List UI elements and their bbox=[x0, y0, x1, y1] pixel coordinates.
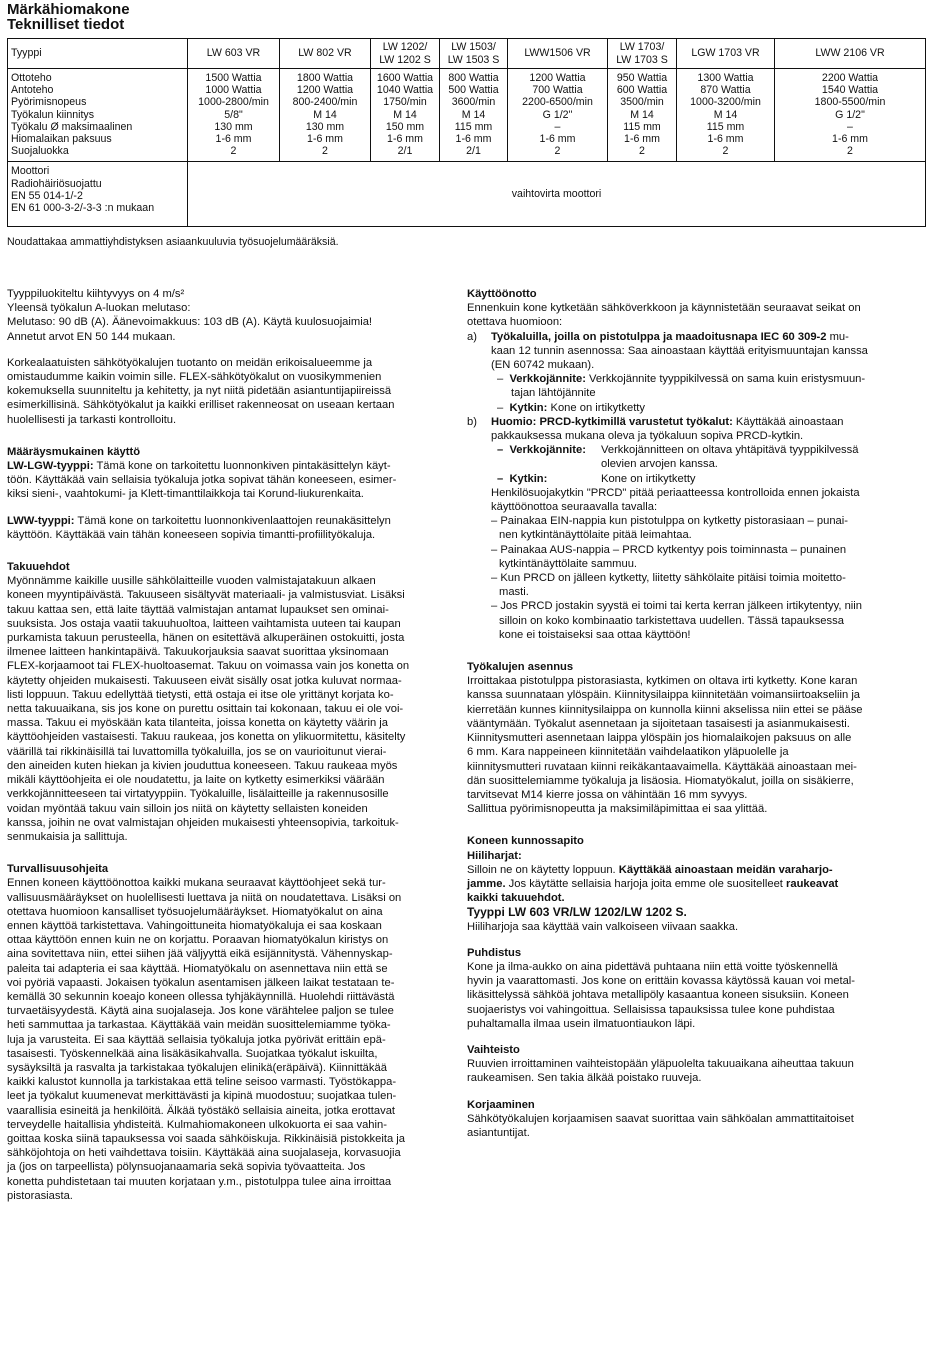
dash-text bbox=[601, 443, 858, 471]
spec-value: 1000 Wattia bbox=[205, 84, 262, 97]
warranty-paragraph bbox=[7, 574, 443, 844]
spec-value: 130 mm bbox=[305, 120, 345, 133]
text-line bbox=[7, 514, 443, 528]
safety-note: Noudattakaa ammattiyhdistyksen asiaankuuluvia työsuojelumääräksiä. bbox=[7, 236, 339, 248]
text-line: Myönnämme kaikille uusille sähkölaitteille vuoden valmistajatakuun alkaen bbox=[7, 575, 376, 588]
text-line: netta takuuaikana, sis jos kone on purettu osittain tai kokonaan, takuu ei ole voi- bbox=[7, 703, 404, 716]
dash-label-text: Kytkin: bbox=[509, 472, 548, 485]
safety-heading: Turvallisuusohjeita bbox=[7, 863, 109, 876]
text-line: suuksista. Jos ostaja vaatii takuuhuoltoa, laitteen vaihtamista uuteen tai kaupan bbox=[7, 617, 401, 630]
spec-value: 115 mm bbox=[623, 120, 661, 133]
spec-value: 1600 Wattia bbox=[376, 72, 434, 84]
text-line: kaan 12 tunnin asennossa: Saa ainoastaan käyttää erityismuuntajan kanssa bbox=[491, 344, 868, 357]
text-line: likäsittelyssä sähköä johtava metallipöly kasaantua koneen sisuksiin. Koneen bbox=[467, 989, 849, 1002]
text-line: Kiinnitysmutteri asennetaan laippa ylöspäin jos hiomalaikojen paksuus on alle bbox=[467, 732, 852, 745]
noise-line: Melutaso: 90 dB (A). Äänevoimakkuus: 103 dB (A). Käytä kuulosuojaimia! bbox=[7, 316, 373, 329]
text-line: heti sammuttaa ja tarkastaa. Käyttäkää vain meidän suosittelemiamme työka- bbox=[7, 1019, 391, 1032]
model-header bbox=[371, 39, 440, 69]
text-line: Hiiliharjoja saa käyttää vain valkoiseen viivaan saakka. bbox=[467, 920, 739, 933]
spec-value: 2 bbox=[230, 145, 237, 158]
model-name: LW 1503/ LW 1503 S bbox=[447, 41, 500, 66]
item-b-bold: Huomio: PRCD-kytkimillä varustetut työkalut: bbox=[491, 415, 733, 428]
bold-span: Käyttäkää ainoastaan meidän varaharjo- bbox=[618, 863, 833, 876]
step-line: nen kytkintänäyttölaite pitää leimahtaa. bbox=[499, 529, 692, 542]
lww-label: LWW-tyyppi: bbox=[7, 514, 75, 527]
item-a bbox=[467, 330, 915, 344]
spec-table bbox=[7, 38, 926, 227]
text-line: Henkilösuojakytkin "PRCD" pitää periaatteessa kontrolloida ennen jokaista bbox=[491, 486, 860, 499]
spec-value: 2 bbox=[554, 145, 561, 158]
spec-value: 950 Wattia bbox=[616, 72, 668, 84]
noise-line: Yleensä työkalun A-luokan melutaso: bbox=[7, 302, 191, 315]
text-line: kiinnitysmutteri ruvataan kiinni reikäkantaavaimella. Käyttäkää ainoastaan mei- bbox=[467, 760, 857, 773]
spec-label: Työkalun kiinnitys bbox=[11, 108, 95, 121]
spec-value: 115 mm bbox=[706, 120, 745, 133]
text-line: Sallittua pyörimisnopeutta ja maksimiläpimittaa ei saa ylittää. bbox=[467, 803, 768, 816]
mounting-heading: Työkalujen asennus bbox=[467, 661, 574, 674]
lww-text: Tämä kone on tarkoitettu luonnonkivenlaattojen reunakäsittelyn bbox=[74, 514, 391, 527]
text-line: listi loppuun. Takuu edellyttää tietysti, että ostaja ei itse ole yrittänyt korjata ko- bbox=[7, 688, 394, 701]
spec-value: 1000-3200/min bbox=[690, 96, 761, 109]
right-column bbox=[467, 287, 915, 1140]
document-title bbox=[7, 2, 130, 32]
step-line: masti. bbox=[499, 586, 529, 599]
text-line: ja (jos on tarpeellista) pölynsuojanaamaria sekä sopivia työvaatteita. Jos bbox=[7, 1161, 366, 1174]
text-line: suojaeristys voi vahingoittua. Sellaisissa tapauksissa tulee kone puhdistaa bbox=[467, 1003, 835, 1016]
text-line: käyttöohjeiden vastaisesti. Takuu raukeaa, jos konetta on ylikuormitettu, käsitelty bbox=[7, 731, 406, 744]
spec-value: – bbox=[847, 120, 853, 133]
spec-value: 1200 Wattia bbox=[296, 84, 354, 97]
spec-value: 2200 Wattia bbox=[821, 72, 879, 84]
type-header: Tyyppi bbox=[8, 39, 188, 69]
spec-value: G 1/2" bbox=[835, 108, 865, 121]
text-line: pakkauksessa mukana oleva ja työkaluun sopiva PRCD-kytkin. bbox=[491, 430, 804, 443]
text-line: sysäyksiltä ja rasvalta ja tarkistakaa työkalujen elinikä(eräpäivä). Kiinnittäkää bbox=[7, 1061, 387, 1074]
text-line: konetta puhdistetaan tai muuten korjataan y.m., pistotulppa tulee aina irroittaa bbox=[7, 1175, 392, 1188]
model-name: LW 802 VR bbox=[298, 47, 352, 60]
dash-item bbox=[467, 443, 915, 471]
item-letter: b) bbox=[467, 415, 477, 428]
text-line: tarvitsevat M14 kierre jossa on vähintään 16 mm syvyys. bbox=[467, 788, 748, 801]
text-line: Ennenkuin kone kytketään sähköverkkoon ja käynnistetään seuraavat seikat on bbox=[467, 302, 861, 315]
bold-span: raukeavat bbox=[786, 877, 839, 890]
step-line: – Painakaa EIN-nappia kun pistotulppa on kytketty pistorasiaan – punai- bbox=[491, 515, 848, 528]
text-line: tasaisesti. Työskennelkää aina lisäkäsikahvalla. Suojatkaa työkalut iskuilta, bbox=[7, 1047, 378, 1060]
motor-row bbox=[8, 162, 926, 227]
model-header bbox=[440, 39, 508, 69]
model-name: LWW 2106 VR bbox=[815, 47, 885, 60]
text-line bbox=[467, 863, 915, 877]
spec-value: 2/1 bbox=[397, 145, 413, 158]
model-values bbox=[440, 69, 508, 162]
text-line: 6 mm. Kara nappeineen kiinnitetään vaihdelaatikon yläpuolelle ja bbox=[467, 746, 789, 759]
text-line: väärillä tai rikkinäisillä tai luvattomilla työkaluilla, jos se on vaurioitunut vierai- bbox=[7, 745, 387, 758]
text-line: Kone ja ilma-aukko on aina pidettävä puhtaana niin että voitte työskennellä bbox=[467, 960, 838, 973]
spacer bbox=[467, 934, 915, 946]
spacer bbox=[467, 1031, 915, 1043]
text-line: voidan myöntää takuu vain silloin jos niitä on käytetty sellaisten koneiden bbox=[7, 802, 368, 815]
noise-line: Annetut arvot EN 50 144 mukaan. bbox=[7, 330, 176, 343]
text-line: sähköjohtoja on heti vaihdettava toisiin. Käyttäkää aina suojalaseja, korvasuojia bbox=[7, 1147, 401, 1160]
model-name: LGW 1703 VR bbox=[691, 47, 760, 60]
step-line: – Jos PRCD jostakin syystä ei toimi tai kerta kerran jälkeen irtikytentyy, niin bbox=[491, 600, 862, 613]
cleaning-paragraph bbox=[467, 960, 915, 1031]
maintenance-heading: Koneen kunnossapito bbox=[467, 835, 584, 848]
spec-value: 2 bbox=[322, 145, 328, 158]
spacer bbox=[467, 642, 915, 660]
text-line: purkamista takuun perusteella, hänen on esitettävä alkuperäinen ostokuitti, josta bbox=[7, 632, 405, 645]
dash-item: – Kytkin: Kone on irtikytketty bbox=[497, 401, 645, 414]
bold-span: jamme. bbox=[467, 877, 506, 890]
text-line: mikäli käyttöohjeita ei ole noudatettu, ja laite on kytketty esimerkiksi väärään bbox=[7, 774, 385, 787]
text-line: tajan lähtöjännite bbox=[511, 387, 596, 400]
text-line: luja ja varusteita. Ei saa käyttää sellaisia työkaluja jotka pyörivät erittäin epä- bbox=[7, 1033, 386, 1046]
dash-item: – Verkkojännite: Verkkojännite tyyppikilvessä on sama kuin eristysmuun- bbox=[497, 373, 866, 386]
text-line: käytetty ohjeiden mukaisesti. Takuuseen eivät sisälly osat jotka kuluvat normaa- bbox=[7, 674, 402, 687]
spec-value: 115 mm bbox=[454, 120, 493, 133]
step-line: – Kun PRCD on jälleen kytketty, liitetty sähkölaite pitäisi toimia moitetto- bbox=[491, 572, 846, 585]
model-name: LWW1506 VR bbox=[524, 47, 591, 60]
model-header bbox=[775, 39, 926, 69]
text-line: ottaa käyttöön ennen kuin ne on korjattu. Poraavan hiomatyökalun kiristys on bbox=[7, 934, 389, 947]
spec-value: 1-6 mm bbox=[707, 133, 744, 146]
model-header bbox=[608, 39, 677, 69]
commissioning-heading: Käyttöönotto bbox=[467, 288, 537, 300]
dash-label: – Kytkin: bbox=[497, 472, 548, 485]
motor-label: EN 55 014-1/-2 bbox=[11, 189, 83, 202]
dash-item bbox=[467, 472, 915, 486]
spec-value: 3600/min bbox=[451, 96, 496, 109]
dash-label: Kytkin: bbox=[509, 401, 548, 414]
model-values bbox=[280, 69, 371, 162]
spec-value: 1800 Wattia bbox=[296, 72, 354, 84]
text-line: kanssa, joihin ne ovat valmistajan ohjeiden mukaisesti yhteensopivia, tarkoituk- bbox=[7, 816, 399, 829]
text-line: Korkealaatuisten sähkötyökalujen tuotanto on meidän erikoisalueemme ja bbox=[7, 356, 373, 369]
spec-value: 2 bbox=[722, 145, 729, 158]
spec-value: 2/1 bbox=[466, 145, 481, 158]
spec-value: 2 bbox=[847, 145, 853, 158]
spec-label: Pyörimisnopeus bbox=[11, 96, 87, 109]
spacer bbox=[7, 844, 443, 862]
spec-value: 870 Wattia bbox=[700, 84, 751, 97]
spec-value: 1-6 mm bbox=[624, 133, 660, 146]
title-line-1: Märkähiomakone bbox=[7, 1, 130, 18]
text-line: terveydelle haitallisia yhdisteitä. Kulmahiomakoneen ulkokuorta ei saa vahin- bbox=[7, 1118, 387, 1131]
spec-label: Antoteho bbox=[11, 84, 54, 97]
text-span: Silloin ne on käytetty loppuun. bbox=[467, 863, 619, 876]
spec-value: 150 mm bbox=[385, 120, 425, 133]
text-line: ilmenee laitteen hankintapäivä. Takuukorjauksia saavat suorittaa yksinomaan bbox=[7, 646, 389, 659]
text-line: hyvin ja vaarattomasti. Jos kone on erittäin kovassa käytössä kauan voi metal- bbox=[467, 975, 856, 988]
dash-label-text: Verkkojännite: bbox=[509, 444, 586, 457]
text-line: massa. Takuu ei myöskään kata tilanteita, joissa konetta on käytetty väärin ja bbox=[7, 717, 388, 730]
model-header bbox=[188, 39, 280, 69]
text-line: aina sovitettava niin, ettei siihen jää väljyyttä eikä esijännitystä. Vähennyskap- bbox=[7, 948, 393, 961]
spec-value: 800-2400/min bbox=[292, 96, 358, 109]
spec-value: 1040 Wattia bbox=[376, 84, 434, 97]
motor-labels bbox=[8, 162, 188, 227]
step-line: kone ei toistaiseksi saa ottaa käyttöön! bbox=[499, 628, 691, 641]
spec-value: 1000-2800/min bbox=[198, 96, 269, 109]
spec-value: 1540 Wattia bbox=[821, 84, 879, 97]
text-line: turvaetäisyydestä. Käytä aina suojalaseja. Jos kone värähtelee paljon se tulee bbox=[7, 1005, 394, 1018]
text-line: FLEX-korjaamoot tai FLEX-huoltoasemat. Takuu on voimassa vain jos konetta on bbox=[7, 660, 410, 673]
text-line: otettava huomioon: bbox=[467, 316, 563, 329]
motor-label: Moottori bbox=[11, 165, 50, 178]
model-header bbox=[508, 39, 608, 69]
item-letter: a) bbox=[467, 330, 477, 343]
model-values bbox=[508, 69, 608, 162]
text-line: dän suosittelemiamme työkaluja ja lisäosia. Hiomatyökalut, joilla on sisäkierre, bbox=[467, 774, 854, 787]
text-line: käyttöön. Käyttäkää vain tähän koneeseen sopivia timantti-profiilityökaluja. bbox=[7, 528, 376, 541]
text-line: goittaa koska siinä tapauksessa voi saada sähköiskuja. Rikkinäisiä pistokkeita ja bbox=[7, 1132, 405, 1145]
model-name: LW 1202/ LW 1202 S bbox=[379, 41, 431, 66]
spec-value: 1-6 mm bbox=[539, 133, 576, 146]
text-line: otettava huomioon kansalliset työsuojelumääräykset. Hiomatyökalut on aina bbox=[7, 905, 383, 918]
title-line-2: Teknilliset tiedot bbox=[7, 16, 125, 33]
text-line: kaikki takuuehdot. bbox=[467, 892, 565, 905]
spec-value: M 14 bbox=[393, 108, 417, 121]
text-line: esimerkillisinä. Sähkötyökalut ja kaikki erilliset rakenneosat on useaan kertaan bbox=[7, 399, 395, 412]
repair-heading: Korjaaminen bbox=[467, 1098, 535, 1111]
model-values bbox=[188, 69, 280, 162]
text-line: omistaudumme kaikin voimin sille. FLEX-sähkötyökalut on vuosikymmenien bbox=[7, 371, 382, 384]
text-line: senmukaisia ja sallittuja. bbox=[7, 830, 128, 843]
usage-heading: Määräysmukainen käyttö bbox=[7, 445, 141, 458]
text-line: käyttöönottoa seuraavalla tavalla: bbox=[491, 501, 658, 514]
item-a-text: mu- bbox=[826, 330, 849, 343]
model-values bbox=[608, 69, 677, 162]
text-line: kemällä 30 sekunnin koeajo koneen ollessa tyhjäkäynnillä. Huolehdi riittävästä bbox=[7, 990, 395, 1003]
text-line: verkkojännitteeseen tai virtatyyppiin. Työkaluille, lisälaitteille ja rakennusosille bbox=[7, 788, 389, 801]
spacer bbox=[467, 816, 915, 834]
model-header bbox=[677, 39, 775, 69]
text-line: Irroittakaa pistotulppa pistorasiasta, kytkimen on oltava irti kytketty. Kone karan bbox=[467, 675, 858, 688]
spec-values-row bbox=[8, 69, 926, 162]
text-line: vaarallisia esineitä ja henkilöitä. Älkää työstäkö sellaisia aineita, jotka erottavat bbox=[7, 1104, 396, 1117]
text-line: paleita tai adapteria ei saa käyttää. Hiomatyökalu on asennettava niin että se bbox=[7, 962, 388, 975]
step-line: silloin on koko kombinaatio tarkistettava uudellen. Tässä tapauksessa bbox=[499, 614, 844, 627]
spacer bbox=[7, 542, 443, 560]
spec-value: 500 Wattia bbox=[448, 84, 499, 97]
spacer bbox=[7, 427, 443, 445]
spacer bbox=[467, 1086, 915, 1098]
text-line: Ruuvien irroittaminen vaihteistopään yläpuolelta takuuaikana aiheuttaa takuun bbox=[467, 1058, 854, 1071]
text-line: kiksi sieni-, vaahtokumi- ja Klett-timanttilaikkoja tai Korund-liukurenkaita. bbox=[7, 488, 364, 501]
spec-value: 2200-6500/min bbox=[522, 96, 593, 109]
warranty-heading: Takuuehdot bbox=[7, 561, 70, 574]
text-line: den aineiden kuten hiekan ja kivien jouduttua koneeseen. Takuu raukeaa myös bbox=[7, 759, 398, 772]
model-header bbox=[280, 39, 371, 69]
spec-value: 5/8" bbox=[224, 108, 243, 121]
item-b bbox=[467, 415, 915, 429]
model-values bbox=[677, 69, 775, 162]
model-values bbox=[775, 69, 926, 162]
text-line: huolellisesti ja tarkasti kontrolloitu. bbox=[7, 413, 177, 426]
dash-text: Verkkojännite tyyppikilvessä on sama kuin eristysmuun- bbox=[585, 373, 866, 386]
spec-value: 130 mm bbox=[214, 120, 253, 133]
step-line: – Painakaa AUS-nappia – PRCD kytkentyy pois toiminnasta – punainen bbox=[491, 543, 847, 556]
text-line: kanssa suunnataan ylöspäin. Kiinnitysilaippa kiinnitetään voimansiirtoakseliin ja bbox=[467, 689, 861, 702]
spec-value: 1300 Wattia bbox=[697, 72, 754, 84]
model-values bbox=[371, 69, 440, 162]
spec-label: Hiomalaikan paksuus bbox=[11, 133, 112, 146]
spec-value: G 1/2" bbox=[542, 108, 573, 121]
spec-value: – bbox=[554, 120, 561, 133]
text-line: kokemuksella suunniteltu ja kehitetty, ja nyt niitä pidetään asiantuntijapiireissä bbox=[7, 385, 392, 398]
dash-text: Kone on irtikytketty bbox=[601, 472, 696, 485]
spec-value: 1-6 mm bbox=[832, 133, 868, 146]
spec-value: 700 Wattia bbox=[532, 84, 583, 97]
text-line: takuu kattaa sen, että laite täyttää valmistajan antamat lupaukset sen ominai- bbox=[7, 603, 389, 616]
spec-value: 1800-5500/min bbox=[814, 96, 886, 109]
dash-label: – Verkkojännite: bbox=[497, 444, 586, 457]
text-line: olevien arvojen kanssa. bbox=[601, 458, 718, 471]
spec-value: M 14 bbox=[461, 108, 486, 121]
motor-value: vaihtovirta moottori bbox=[188, 162, 926, 227]
model-name: LW 603 VR bbox=[206, 47, 261, 60]
brush-type-heading: Tyyppi LW 603 VR/LW 1202/LW 1202 S. bbox=[467, 905, 687, 920]
spec-value: 600 Wattia bbox=[616, 84, 668, 97]
spec-value: 1-6 mm bbox=[455, 133, 492, 146]
spec-label: Ottoteho bbox=[11, 72, 52, 84]
text-line: raukeamisen. Sen takia älkää poistako ruuveja. bbox=[467, 1072, 702, 1085]
text-line: vääntymään. Työkalut asennetaan ja sijoitetaan tasaisesti ja asianmukaisesti. bbox=[467, 717, 850, 730]
lw-text: Tämä kone on tarkoitettu luonnonkiven pintakäsittelyn käyt- bbox=[93, 460, 391, 473]
spec-value: 1-6 mm bbox=[307, 133, 343, 146]
text-line: kaikki kalustot kunnolla ja tarkistakaa että teline seisoo varmasti. Työstökappa- bbox=[7, 1076, 397, 1089]
dash-text: Kone on irtikytketty bbox=[547, 401, 645, 414]
brushes-heading: Hiiliharjat: bbox=[467, 849, 522, 862]
spacer bbox=[7, 502, 443, 514]
spacer bbox=[7, 344, 443, 356]
text-line: töön. Käyttäkää vain sellaisia työkaluja jotka sopivat tähän koneeseen, esimer- bbox=[7, 474, 397, 487]
text-line: Verkkojännitteen on oltava yhtäpitävä tyyppikilvessä bbox=[601, 444, 859, 457]
spec-label: Suojaluokka bbox=[11, 145, 69, 158]
text-line: asiantuntijat. bbox=[467, 1126, 530, 1139]
text-line bbox=[467, 877, 915, 891]
text-line: Ennen koneen käyttöönottoa kaikki mukana seuraavat käyttöohjeet sekä tur- bbox=[7, 877, 386, 890]
text-line: leet ja työkalut kuumenevat merkittävästi ja kipinä muodostuu; suojatkaa tulen- bbox=[7, 1090, 397, 1103]
text-line: koneen myyntipäivästä. Takuuseen sisältyvät materiaali- ja valmistusviat. Lisäksi bbox=[7, 589, 405, 602]
text-line: pistorasiasta. bbox=[7, 1189, 73, 1202]
text-line: (EN 60742 mukaan). bbox=[491, 359, 595, 372]
safety-paragraph bbox=[7, 876, 443, 1203]
item-b-text: Käyttäkää ainoastaan bbox=[732, 415, 844, 428]
spec-value: M 14 bbox=[313, 108, 337, 121]
lw-label: LW-LGW-tyyppi: bbox=[7, 460, 94, 473]
spec-row-labels bbox=[8, 69, 188, 162]
spec-label: Työkalu Ø maksimaalinen bbox=[11, 120, 133, 133]
spec-value: 800 Wattia bbox=[448, 72, 499, 84]
spec-value: 1500 Wattia bbox=[205, 72, 262, 84]
text-line: puhaltamalla ilmaa usein ilmatuontiaukon läpi. bbox=[467, 1017, 696, 1030]
text-line: vallisuusmääräykset on huolellisesti luettava ja niitä on noudatettava. Lisäksi on bbox=[7, 891, 402, 904]
spec-value: 1200 Wattia bbox=[529, 72, 586, 84]
model-name: LW 1703/ LW 1703 S bbox=[616, 41, 668, 66]
gearbox-heading: Vaihteisto bbox=[467, 1043, 520, 1056]
spec-value: 1750/min bbox=[383, 96, 427, 109]
spec-header-row bbox=[8, 39, 926, 69]
spec-value: 1-6 mm bbox=[215, 133, 252, 146]
spec-value: 3500/min bbox=[620, 96, 664, 109]
motor-label: Radiohäiriösuojattu bbox=[11, 177, 102, 190]
dash-label: Verkkojännite: bbox=[509, 373, 586, 386]
text-line: Sähkötyökalujen korjaamisen saavat suorittaa vain sähköalan ammattitaitoiset bbox=[467, 1112, 854, 1125]
acceleration-text: Tyyppiluokiteltu kiihtyvyys on 4 m/s² bbox=[7, 288, 185, 300]
text-span: Jos käytätte sellaisia harjoja joita emme ole suositelleet bbox=[505, 877, 787, 890]
text-line bbox=[7, 459, 443, 473]
mounting-paragraph bbox=[467, 674, 915, 816]
left-column bbox=[7, 287, 443, 1203]
cleaning-heading: Puhdistus bbox=[467, 946, 522, 959]
text-line: kierretään kunnes kiinnitysilaippa on kunnolla kiinni akselissa niin ettei se pääse bbox=[467, 703, 863, 716]
spec-value: M 14 bbox=[630, 108, 654, 121]
spec-value: 1-6 mm bbox=[387, 133, 423, 146]
text-line: voi pyöriä vapaasti. Jokaisen työkalun asentamisen jälkeen laikat testataan te- bbox=[7, 976, 395, 989]
quality-paragraph bbox=[7, 356, 443, 427]
text-line: ennen käyttöä tarkistettava. Vahingoittuneita hiomatyökaluja ei saa koskaan bbox=[7, 919, 382, 932]
motor-label: EN 61 000-3-2/-3-3 :n mukaan bbox=[11, 202, 155, 215]
spec-value: 2 bbox=[639, 145, 645, 158]
step-line: kytkintänäyttölaite sammuu. bbox=[499, 557, 638, 570]
spec-value: M 14 bbox=[713, 108, 738, 121]
item-a-bold: Työkaluilla, joilla on pistotulppa ja maadoitusnapa IEC 60 309-2 bbox=[491, 330, 827, 343]
